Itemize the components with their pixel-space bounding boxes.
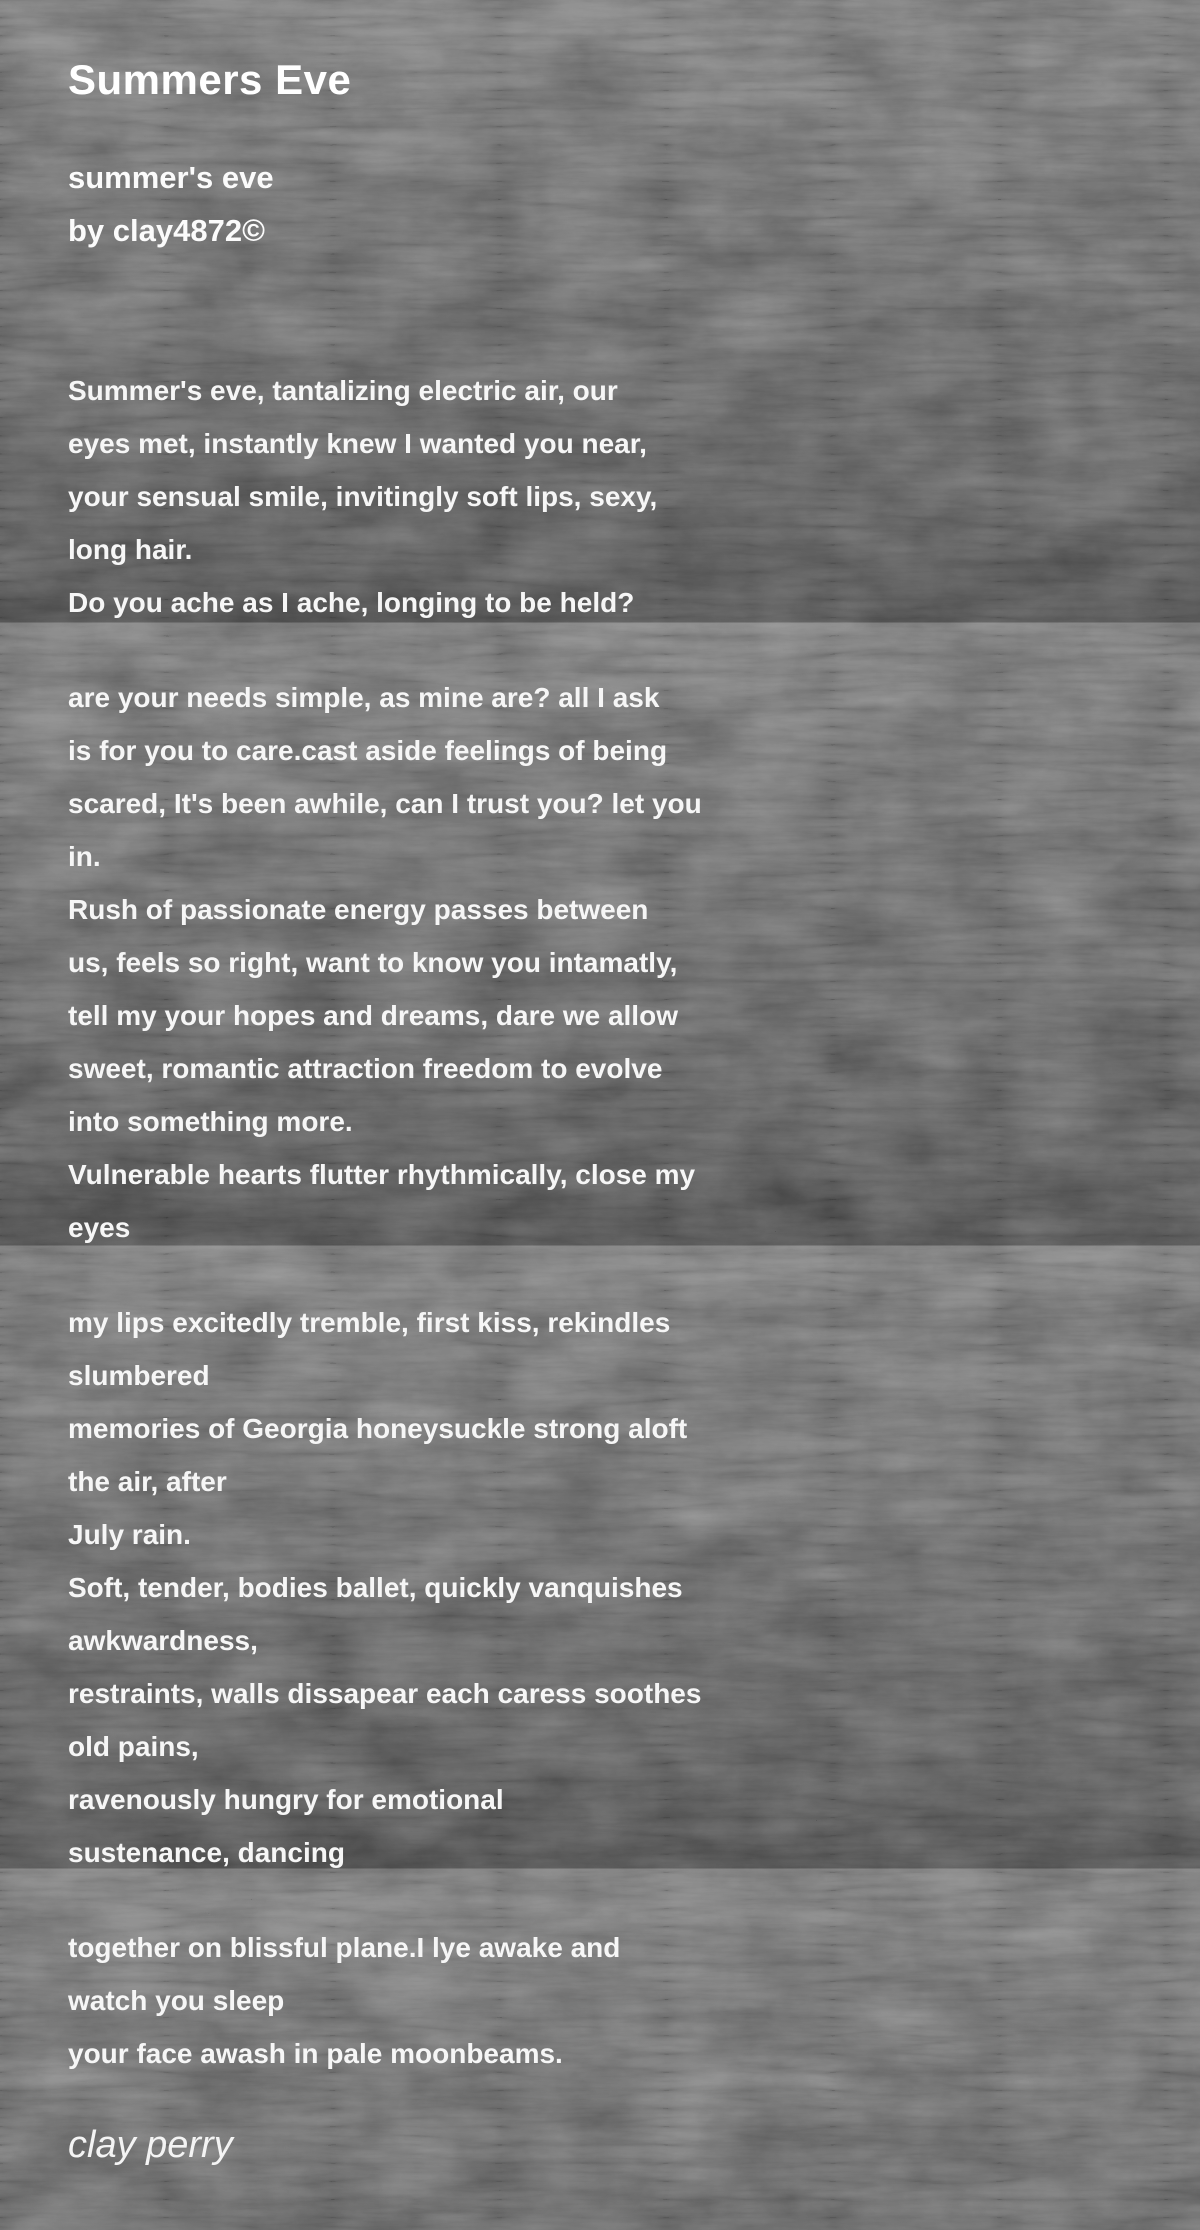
poem-line: my lips excitedly tremble, first kiss, rekindles xyxy=(68,1307,671,1338)
poem-byline: by clay4872© xyxy=(68,213,265,248)
poem-line: long hair. xyxy=(68,534,193,565)
stanza xyxy=(68,1921,1128,2080)
poem-line: Do you ache as I ache, longing to be held? xyxy=(68,587,635,618)
poem-line: eyes xyxy=(68,1212,131,1243)
poem-line: awkwardness, xyxy=(68,1625,258,1656)
poem-line: is for you to care.cast aside feelings of being xyxy=(68,735,668,766)
poem-line: sweet, romantic attraction freedom to evolve xyxy=(68,1053,663,1084)
poem-line: Rush of passionate energy passes between xyxy=(68,894,649,925)
poem-line: Soft, tender, bodies ballet, quickly vanquishes xyxy=(68,1572,683,1603)
poem-title: summer's eve xyxy=(68,160,274,195)
poem-line: slumbered xyxy=(68,1360,210,1391)
poem-body xyxy=(68,364,1128,2080)
poem-line: old pains, xyxy=(68,1731,199,1762)
page-title: Summers Eve xyxy=(68,56,352,103)
stanza xyxy=(68,1296,1128,1879)
poem-line: eyes met, instantly knew I wanted you near, xyxy=(68,428,647,459)
poem-line: are your needs simple, as mine are? all I ask xyxy=(68,682,660,713)
poem-line: in. xyxy=(68,841,101,872)
poem-line: the air, after xyxy=(68,1466,227,1497)
poem-line: your face awash in pale moonbeams. xyxy=(68,2038,563,2069)
poem-line: restraints, walls dissapear each caress soothes xyxy=(68,1678,702,1709)
poem-line: watch you sleep xyxy=(68,1985,285,2016)
poem-line: memories of Georgia honeysuckle strong aloft xyxy=(68,1413,688,1444)
stanza xyxy=(68,671,1128,1254)
poem-line: tell my your hopes and dreams, dare we allow xyxy=(68,1000,678,1031)
stanza xyxy=(68,364,1128,629)
poem-line: Summer's eve, tantalizing electric air, our xyxy=(68,375,618,406)
content-column xyxy=(68,0,1128,2168)
poem-line: sustenance, dancing xyxy=(68,1837,345,1868)
poem-line: ravenously hungry for emotional xyxy=(68,1784,504,1815)
poem-line: together on blissful plane.I lye awake and xyxy=(68,1932,621,1963)
poem-line: scared, It's been awhile, can I trust you? let you xyxy=(68,788,702,819)
author-signature: clay perry xyxy=(68,2124,233,2166)
poem-line: July rain. xyxy=(68,1519,191,1550)
poem-line: us, feels so right, want to know you intamatly, xyxy=(68,947,678,978)
poem-header xyxy=(68,151,1128,257)
poem-line: into something more. xyxy=(68,1106,353,1137)
poem-line: your sensual smile, invitingly soft lips, sexy, xyxy=(68,481,658,512)
poem-line: Vulnerable hearts flutter rhythmically, close my xyxy=(68,1159,696,1190)
